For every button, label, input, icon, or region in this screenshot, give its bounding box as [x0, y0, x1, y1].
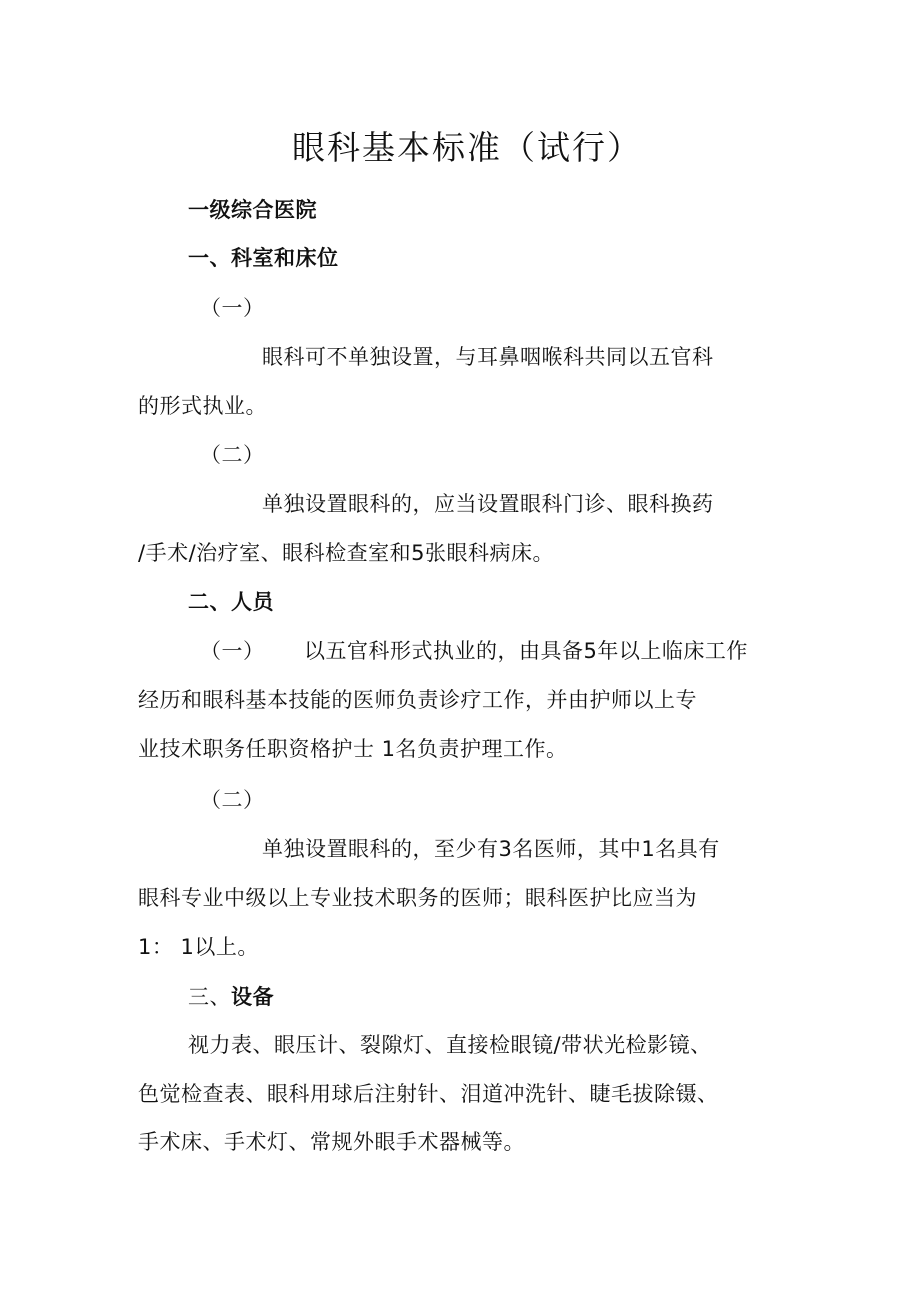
paragraph-line: 眼科可不单独设置，与耳鼻咽喉科共同以五官科 [262, 345, 714, 369]
paragraph-line: 经历和眼科基本技能的医师负责诊疗工作，并由护师以上专 [138, 688, 697, 712]
section-heading-personnel: 二、人员 [188, 590, 274, 614]
paragraph-line: 手术床、手术灯、常规外眼手术器械等。 [138, 1130, 525, 1154]
paragraph-line: 单独设置眼科的，应当设置眼科门诊、眼科换药 [262, 492, 714, 516]
paragraph-line: 眼科专业中级以上专业技术职务的医师；眼科医护比应当为 [138, 886, 697, 910]
paragraph-line: 业技术职务任职资格护士 1名负责护理工作。 [138, 737, 568, 761]
item-label: （二） [200, 788, 265, 812]
hospital-level-heading: 一级综合医院 [188, 198, 317, 222]
paragraph-line: 视力表、眼压计、裂隙灯、直接检眼镜/带状光检影镜、 [188, 1033, 712, 1057]
paragraph-line: 色觉检查表、眼科用球后注射针、泪道冲洗针、睫毛拔除镊、 [138, 1082, 719, 1106]
section-heading-equipment [188, 983, 274, 1011]
paragraph-line: 1： 1以上。 [138, 935, 259, 959]
item-label: （二） [200, 443, 265, 467]
paragraph-line: 单独设置眼科的，至少有3名医师，其中1名具有 [262, 837, 720, 861]
item-label: （一） [200, 296, 265, 320]
page-title: 眼科基本标准（试行） [292, 128, 642, 167]
section-heading-number: 三、 [188, 985, 231, 1009]
paragraph-line: 的形式执业。 [138, 394, 267, 418]
section-heading-text: 设备 [231, 985, 274, 1009]
item-label: （一） [200, 639, 265, 663]
section-heading-department-beds: 一、科室和床位 [188, 246, 339, 270]
paragraph-line: /手术/治疗室、眼科检查室和5张眼科病床。 [138, 541, 555, 565]
paragraph-line: 以五官科形式执业的，由具备5年以上临床工作 [304, 639, 748, 663]
